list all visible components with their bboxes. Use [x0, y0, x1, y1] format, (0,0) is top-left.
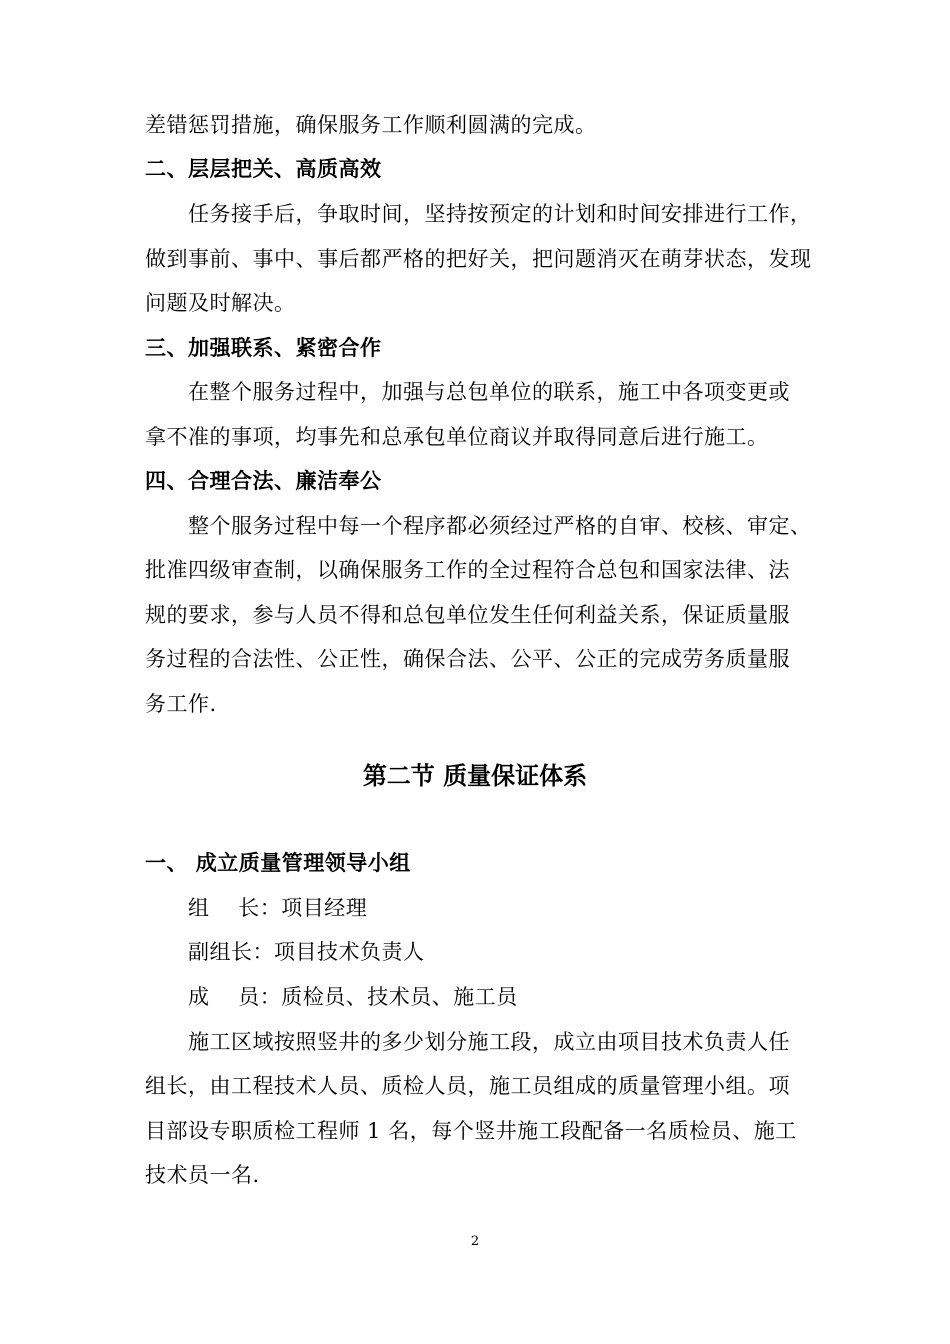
text-line: 施工区域按照竖井的多少划分施工段，成立由项目技术负责人任 — [188, 1030, 790, 1054]
text-line: 差错惩罚措施，确保服务工作顺利圆满的完成。 — [145, 113, 597, 137]
text-line: 务过程的合法性、公正性，确保合法、公平、公正的完成劳务质量服 — [145, 647, 790, 671]
heading-4: 四、合理合法、廉洁奉公 — [145, 469, 382, 493]
text-line: 整个服务过程中每一个程序都必须经过严格的自审、校核、审定、 — [188, 514, 812, 538]
heading-3: 三、加强联系、紧密合作 — [145, 336, 382, 360]
role-leader: 组 长：项目经理 — [188, 896, 368, 920]
text-line: 任务接手后，争取时间，坚持按预定的计划和时间安排进行工作， — [188, 202, 812, 226]
text-line: 在整个服务过程中，加强与总包单位的联系，施工中各项变更或 — [188, 380, 790, 404]
page-number: 2 — [470, 1234, 480, 1249]
text-line: 批准四级审查制，以确保服务工作的全过程符合总包和国家法律、法 — [145, 558, 790, 582]
section-title: 第二节 质量保证体系 — [362, 762, 588, 790]
text-line: 组长，由工程技术人员、质检人员，施工员组成的质量管理小组。项 — [145, 1074, 790, 1098]
role-members: 成 员：质检员、技术员、施工员 — [188, 985, 518, 1009]
text-line: 务工作. — [145, 692, 217, 716]
text-line: 做到事前、事中、事后都严格的把好关，把问题消灭在萌芽状态，发现 — [145, 247, 812, 271]
heading-quality-group: 一、 成立质量管理领导小组 — [145, 851, 411, 875]
text-line: 问题及时解决。 — [145, 291, 296, 315]
text-line: 目部设专职质检工程师 1 名，每个竖井施工段配备一名质检员、施工 — [145, 1119, 797, 1143]
role-deputy: 副组长：项目技术负责人 — [188, 940, 425, 964]
text-line: 技术员一名. — [145, 1163, 260, 1187]
heading-2: 二、层层把关、高质高效 — [145, 157, 382, 181]
text-line: 拿不准的事项，均事先和总承包单位商议并取得同意后进行施工。 — [145, 425, 769, 449]
text-line: 规的要求，参与人员不得和总包单位发生任何利益关系，保证质量服 — [145, 603, 790, 627]
